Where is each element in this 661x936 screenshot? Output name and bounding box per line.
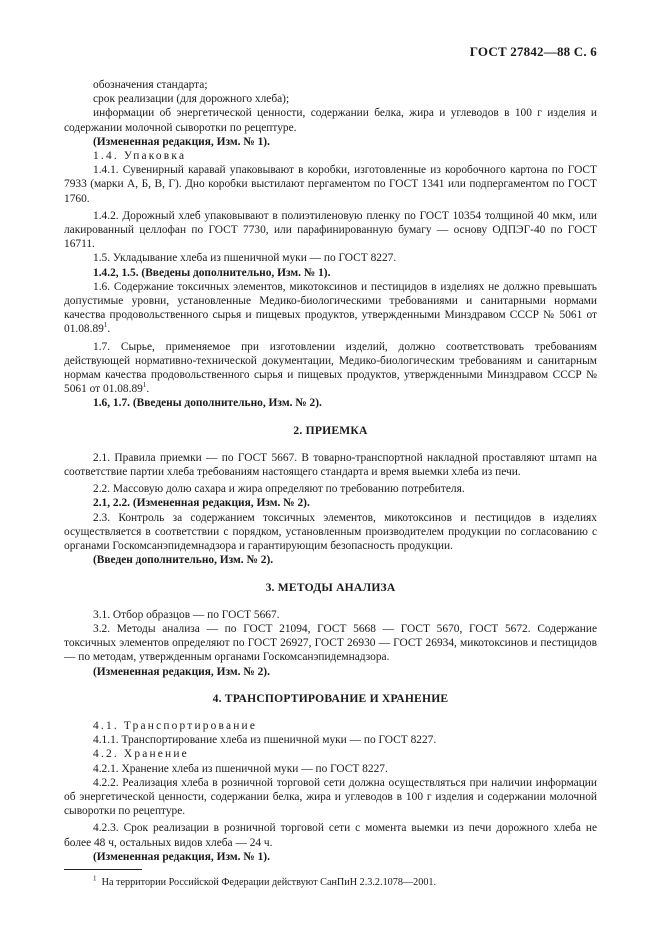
paragraph: 4.2.3. Срок реализации в розничной торговой сети с момента выемки из печи дорожного хлеба не более 48 ч, остальных видов хлеба — 24 ч. — [64, 822, 597, 849]
paragraph: 4.2.1. Хранение хлеба из пшеничной муки — по ГОСТ 8227. — [93, 762, 388, 775]
subsection-title: 1.4. Упаковка — [93, 150, 187, 163]
paragraph: 4.1.1. Транспортирование хлеба из пшеничной муки — по ГОСТ 8227. — [93, 734, 437, 747]
paragraph: информации об энергетической ценности, содержании белка, жира и углеводов в 100 г изделия и содержании молочной сыворотки по рецептуре. — [64, 107, 597, 134]
section-heading: 3. МЕТОДЫ АНАЛИЗА — [265, 580, 396, 594]
amendment-note: (Измененная редакция, Изм. № 1). — [93, 135, 270, 148]
subsection-title: 4.1. Транспортирование — [93, 719, 258, 732]
paragraph: 3.2. Методы анализа — по ГОСТ 21094, ГОСТ 5668 — ГОСТ 5670, ГОСТ 5672. Содержание токсичных элементов определяют по ГОСТ 26927, ГОСТ 26930 — ГОСТ 26934, микотоксинов и пестицидов — по методам, утвержденным органами Госкомсанэпидемнадзора. — [64, 622, 597, 664]
footnote-ref: 1 — [142, 381, 147, 390]
paragraph: 2.2. Массовую долю сахара и жира определяют по требованию потребителя. — [93, 483, 465, 496]
paragraph: 1.5. Укладывание хлеба из пшеничной муки — по ГОСТ 8227. — [93, 252, 397, 265]
amendment-note: 2.1, 2.2. (Измененная редакция, Изм. № 2). — [93, 497, 310, 510]
amendment-note: 1.4.2, 1.5. (Введены дополнительно, Изм. № 1). — [93, 266, 331, 279]
paragraph: 1.4.2. Дорожный хлеб упаковывают в полиэтиленовую пленку по ГОСТ 10354 толщиной 40 мкм, или лакированный целлофан по ГОСТ 7730, или парафинированную бумагу — основу ОДПЭГ-40 по ГОСТ 16711. — [64, 209, 597, 251]
amendment-note: (Введен дополнительно, Изм. № 2). — [93, 554, 274, 567]
paragraph: обозначения стандарта; — [93, 79, 208, 91]
footnote-divider — [64, 869, 142, 870]
paragraph: 2.3. Контроль за содержанием токсичных элементов, микотоксинов и пестицидов в изделиях осуществляется в соответствии с порядком, установленным производителем продукции по согласованию с органами Госкомсанэпидемнадзора и гарантирующим безопасность продукции. — [64, 511, 597, 553]
footnote — [64, 876, 597, 889]
paragraph: срок реализации (для дорожного хлеба); — [93, 93, 290, 106]
paragraph: 1.4.1. Сувенирный каравай упаковывают в коробки, изготовленные из коробочного картона по ГОСТ 7933 (марки А, Б, В, Г). Дно коробки выстилают пергаментом по ГОСТ 1341 или подпергаментом по ГОСТ 1760. — [64, 164, 597, 205]
paragraph-with-footnote: 1.6. Содержание токсичных элементов, микотоксинов и пестицидов в изделиях не должно превышать допустимые уровни, установленные Медико-биологическими требованиями и санитарными нормами качества продовольственного сырья и пищевых продуктов, утвержденными Минздравом СССР № 5061 от 01.08.89$^1$. — [64, 280, 597, 336]
page-header: ГОСТ 27842—88 С. 6 — [469, 44, 597, 59]
paragraph: 2.1. Правила приемки — по ГОСТ 5667. В товарно-транспортной накладной проставляют штамп на соответствие партии хлеба требованиям настоящего стандарта и время выемки хлеба из печи. — [64, 451, 597, 479]
subsection-title: 4.2. Хранение — [93, 748, 189, 761]
paragraph: 4.2.2. Реализация хлеба в розничной торговой сети должна осуществляться при наличии информации об энергетической ценности, содержании белка, жира и углеводов в 100 г изделия и содержании молочной сыворотки по рецептуре. — [64, 776, 597, 818]
amendment-note: (Измененная редакция, Изм. № 2). — [93, 665, 270, 678]
paragraph: 3.1. Отбор образцов — по ГОСТ 5667. — [93, 608, 280, 621]
paragraph-with-footnote: 1.7. Сырье, применяемое при изготовлении изделий, должно соответствовать требованиям действующей нормативно-технической документации, Медико-биологическим требованиям и санитарным нормам качества продовольственного сырья и пищевых продуктов, утвержденными Минздравом СССР № 5061 от 01.08.89$^1$. — [64, 340, 597, 396]
footnote-text: На территории Российской Федерации действуют СанПиН 2.3.2.1078—2001. — [101, 876, 437, 888]
section-heading: 2. ПРИЕМКА — [293, 423, 368, 437]
document-body — [64, 78, 597, 889]
amendment-note: 1.6, 1.7. (Введены дополнительно, Изм. № 2). — [93, 397, 322, 410]
footnote-marker: 1 — [93, 874, 97, 883]
amendment-note: (Измененная редакция, Изм. № 1). — [93, 850, 270, 863]
section-heading: 4. ТРАНСПОРТИРОВАНИЕ И ХРАНЕНИЕ — [212, 691, 449, 705]
footnote-ref: 1 — [103, 321, 108, 330]
